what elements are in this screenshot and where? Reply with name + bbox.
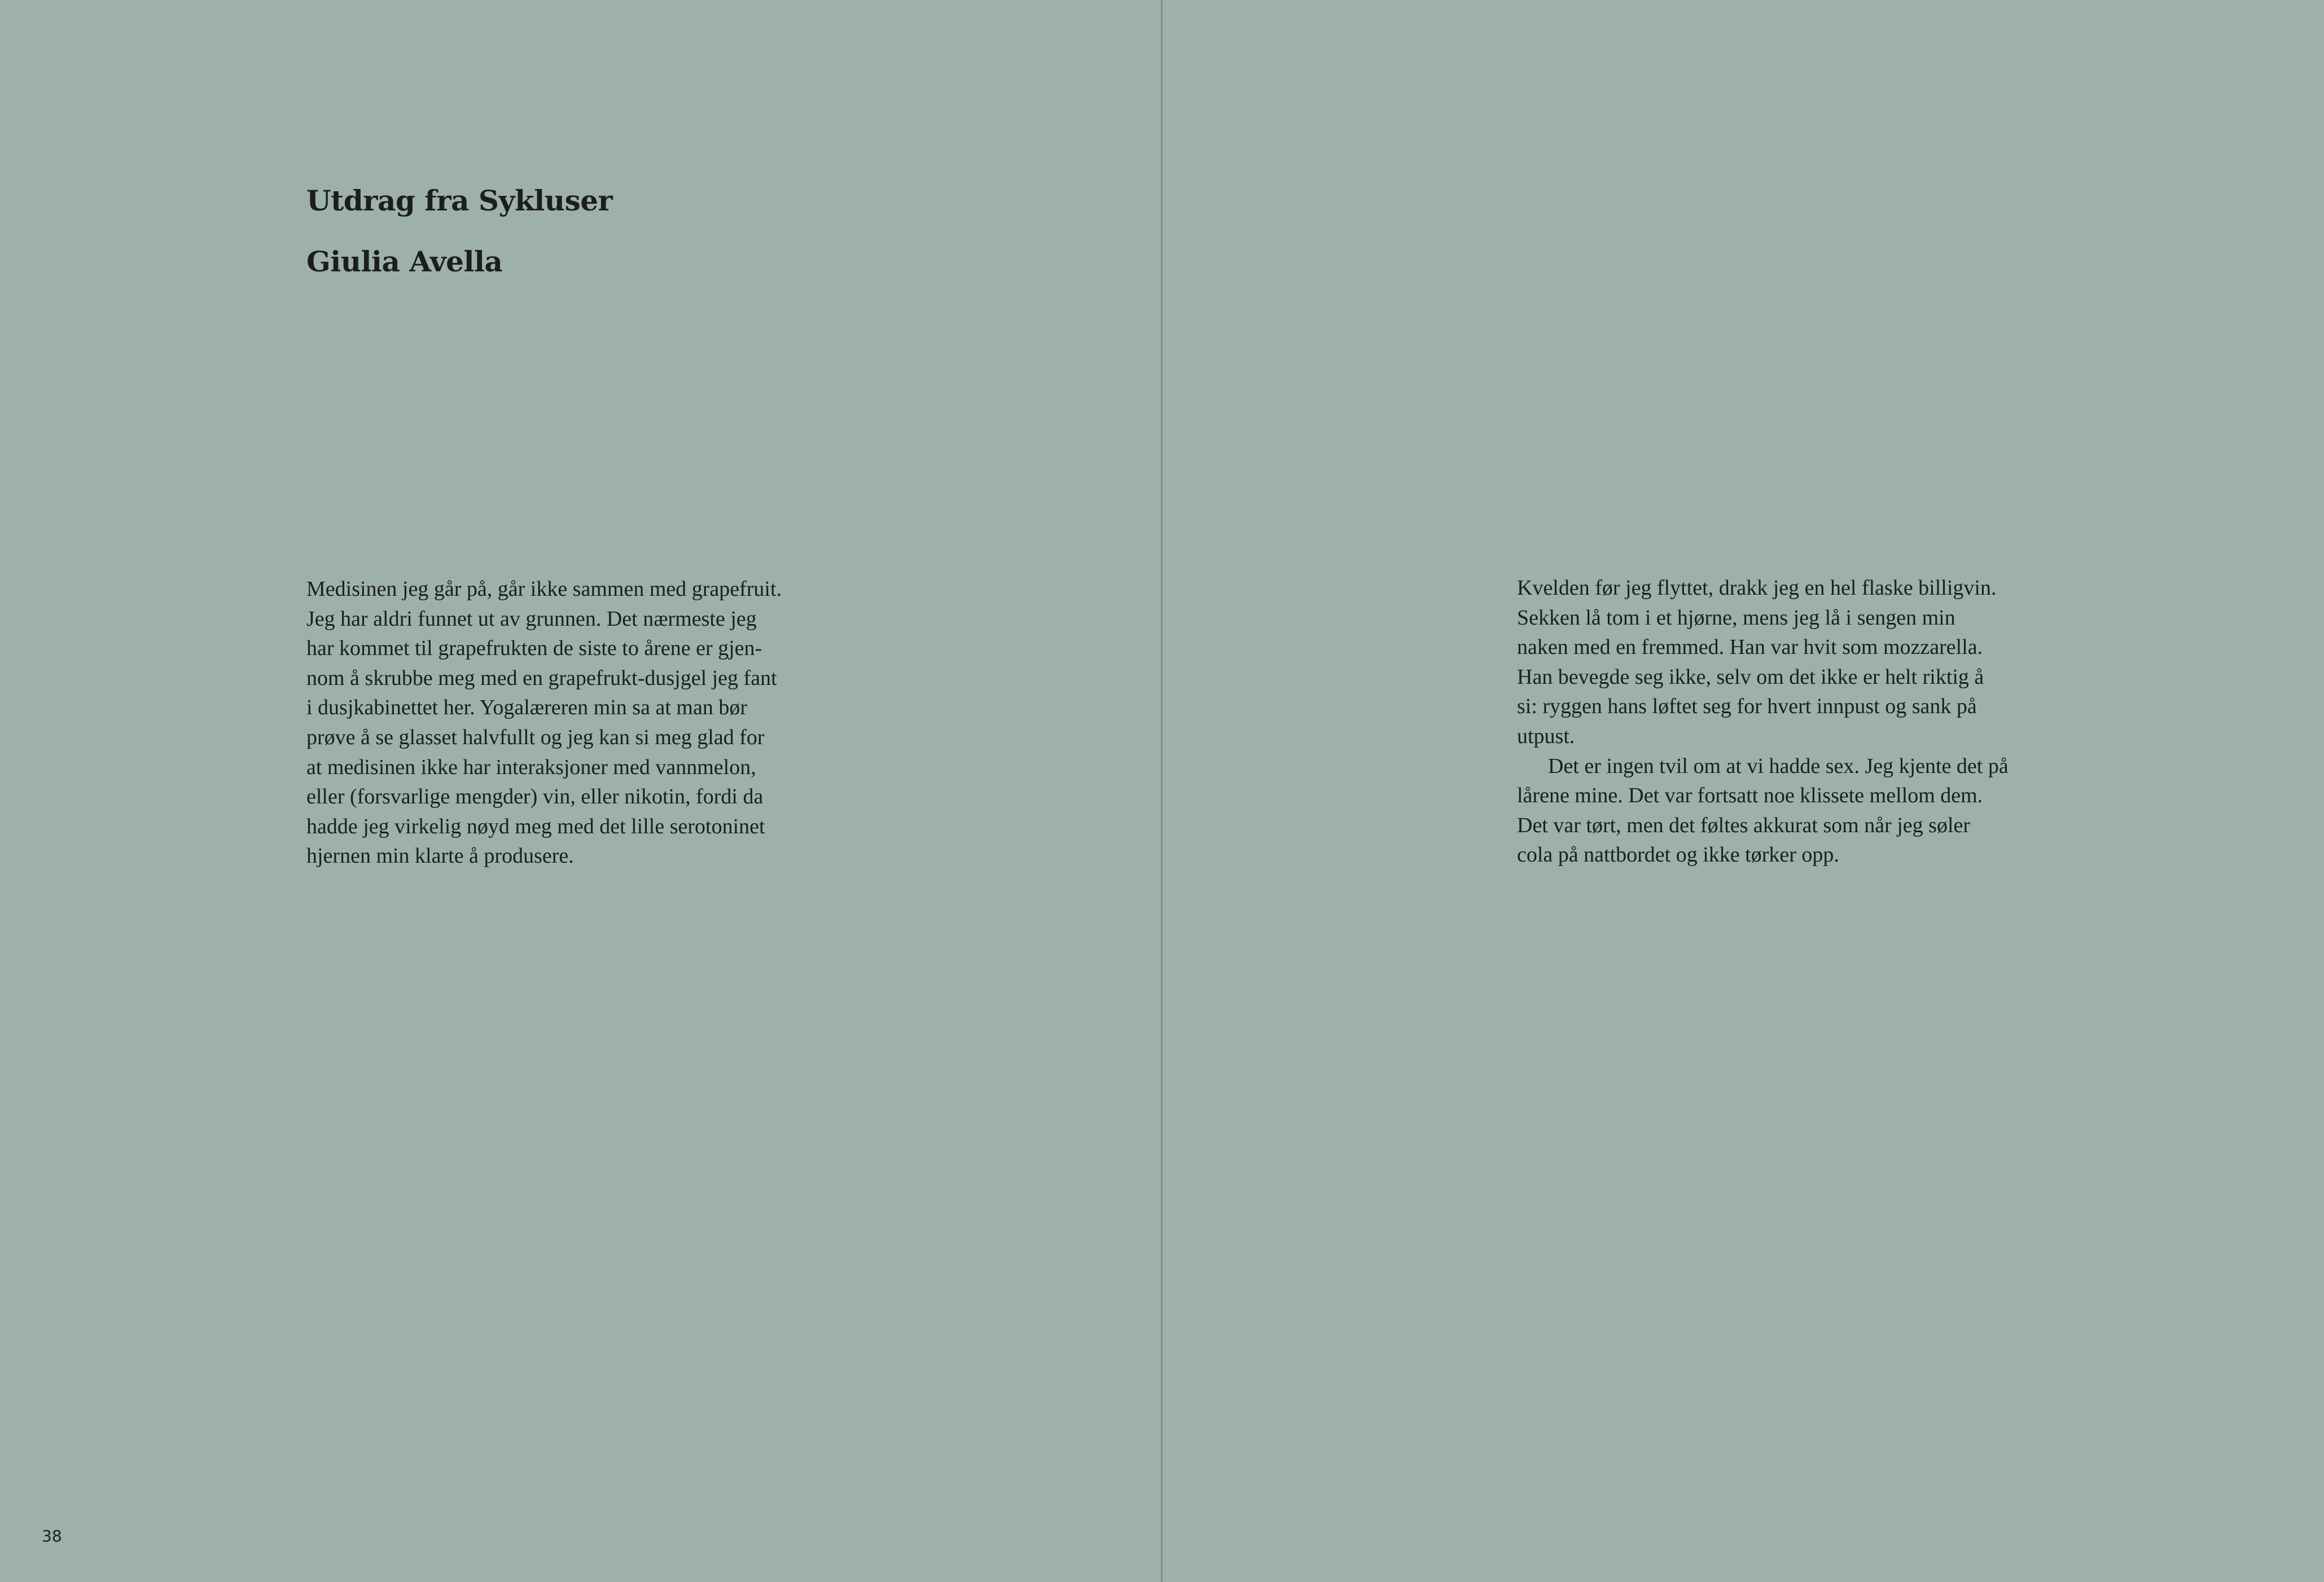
story-title: Utdrag fra Sykluser: [306, 184, 613, 217]
left-page: [0, 0, 1161, 1582]
text-line: eller (forsvarlige mengder) vin, eller nikotin, fordi da: [306, 785, 764, 809]
text-line: Kvelden før jeg flyttet, drakk jeg en hel flaske billigvin.: [1517, 576, 1997, 600]
text-line: naken med en fremmed. Han var hvit som mozzarella.: [1517, 635, 1983, 660]
left-body-text: [306, 574, 814, 871]
text-line: prøve å se glasset halvfullt og jeg kan si meg glad for: [306, 725, 765, 749]
text-line: hjernen min klarte å produsere.: [306, 844, 574, 868]
text-line: cola på nattbordet og ikke tørker opp.: [1517, 843, 1839, 867]
text-line: at medisinen ikke har interaksjoner med vannmelon,: [306, 755, 756, 779]
text-line: har kommet til grapefrukten de siste to årene er gjen-: [306, 636, 762, 661]
text-line: utpust.: [1517, 724, 1575, 748]
text-line: Han bevegde seg ikke, selv om det ikke er helt riktig å: [1517, 665, 1984, 689]
text-line: lårene mine. Det var fortsatt noe klissete mellom dem.: [1517, 784, 1983, 808]
page-number-left: 38: [42, 1527, 62, 1545]
text-line: hadde jeg virkelig nøyd meg med det lille serotoninet: [306, 814, 765, 838]
text-line: si: ryggen hans løftet seg for hvert innpust og sank på: [1517, 695, 1977, 719]
text-line: Det er ingen tvil om at vi hadde sex. Jeg kjente det på: [1548, 754, 2009, 778]
text-line: Sekken lå tom i et hjørne, mens jeg lå i sengen min: [1517, 605, 1955, 630]
text-line: i dusjkabinettet her. Yogalæreren min sa at man bør: [306, 696, 747, 720]
text-line: Medisinen jeg går på, går ikke sammen med grapefruit.: [306, 577, 782, 601]
text-line: nom å skrubbe meg med en grapefrukt-dusjgel jeg fant: [306, 666, 777, 690]
text-line: Jeg har aldri funnet ut av grunnen. Det nærmeste jeg: [306, 607, 757, 631]
author-name: Giulia Avella: [306, 245, 503, 278]
text-line: Det var tørt, men det føltes akkurat som når jeg søler: [1517, 813, 1971, 837]
right-body-text: [1517, 573, 2025, 870]
